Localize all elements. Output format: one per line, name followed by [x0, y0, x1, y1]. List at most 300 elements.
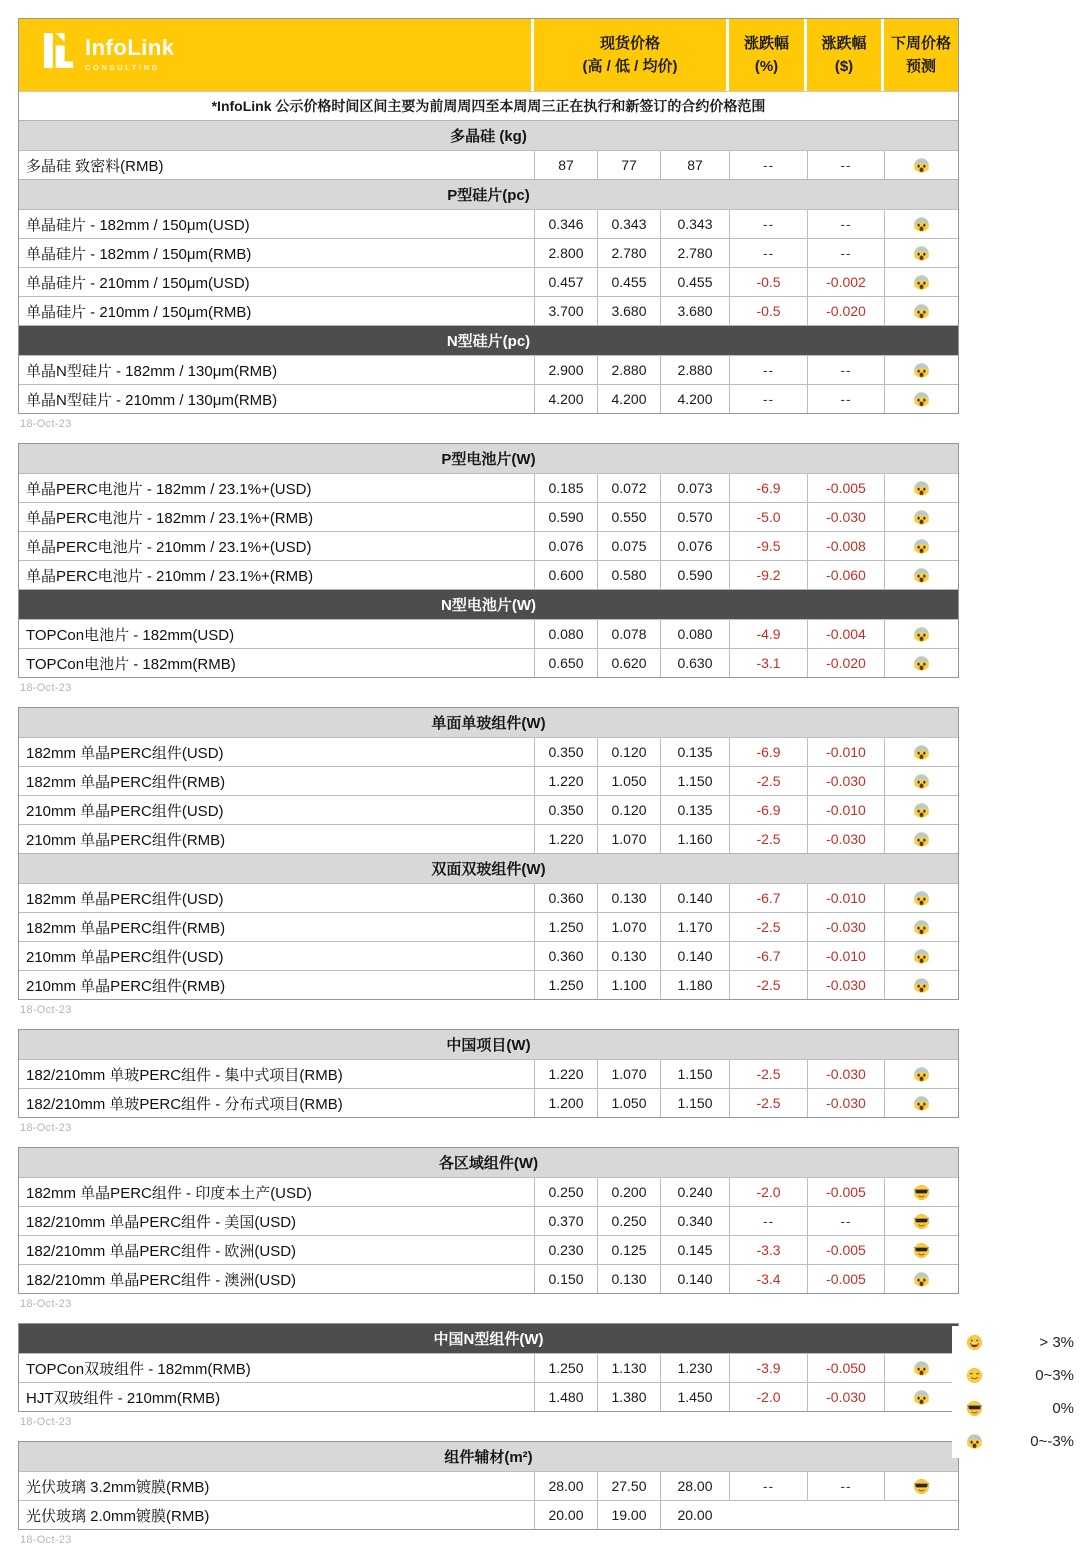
- change-usd: --: [807, 239, 884, 267]
- price-low: 27.50: [597, 1472, 660, 1500]
- change-usd-header: [807, 19, 884, 91]
- table-row: [19, 1500, 958, 1529]
- change-pct: -9.2: [729, 561, 807, 589]
- forecast-header: [884, 19, 958, 91]
- scream-emoji-icon: [913, 802, 930, 819]
- product-label: 182mm 单晶PERC组件(RMB): [26, 773, 226, 791]
- price-avg: 4.200: [660, 385, 729, 413]
- product-label: 光伏玻璃 3.2mm镀膜(RMB): [26, 1478, 210, 1496]
- price-avg: 0.076: [660, 532, 729, 560]
- price-low: 3.680: [597, 297, 660, 325]
- price-low: 2.780: [597, 239, 660, 267]
- change-pct: -3.9: [729, 1354, 807, 1382]
- price-low: 0.250: [597, 1207, 660, 1235]
- section-header: 组件辅材(m²): [19, 1442, 958, 1471]
- price-avg: 1.450: [660, 1383, 729, 1411]
- change-usd: -0.030: [807, 1089, 884, 1117]
- change-pct: -6.7: [729, 884, 807, 912]
- table-row: [19, 648, 958, 677]
- price-avg: 1.150: [660, 1060, 729, 1088]
- product-label: 182mm 单晶PERC组件(USD): [26, 744, 224, 762]
- change-usd: -0.020: [807, 297, 884, 325]
- price-high: 1.220: [534, 1060, 597, 1088]
- price-high: 0.457: [534, 268, 597, 296]
- change-pct: -3.4: [729, 1265, 807, 1293]
- product-label: 多晶硅 致密料(RMB): [26, 157, 164, 175]
- change-usd: --: [807, 210, 884, 238]
- change-usd: -0.030: [807, 767, 884, 795]
- forecast-cell: [884, 1354, 958, 1382]
- product-label: TOPCon双玻组件 - 182mm(RMB): [26, 1360, 251, 1378]
- change-usd: -0.005: [807, 474, 884, 502]
- scream-emoji-icon: [913, 626, 930, 643]
- price-high: 0.370: [534, 1207, 597, 1235]
- price-low: 0.072: [597, 474, 660, 502]
- scream-emoji-icon: [913, 655, 930, 672]
- forecast-cell: [884, 649, 958, 677]
- change-usd: -0.010: [807, 942, 884, 970]
- price-avg: 0.340: [660, 1207, 729, 1235]
- forecast-cell: [884, 825, 958, 853]
- forecast-cell: [884, 532, 958, 560]
- table-row: [19, 970, 958, 999]
- change-pct: --: [729, 385, 807, 413]
- change-usd: -0.030: [807, 971, 884, 999]
- price-high: 0.150: [534, 1265, 597, 1293]
- change-pct: --: [729, 1472, 807, 1500]
- price-avg: 1.150: [660, 1089, 729, 1117]
- change-pct: --: [729, 151, 807, 179]
- forecast-cell: [884, 297, 958, 325]
- product-label: 210mm 单晶PERC组件(USD): [26, 802, 224, 820]
- table-row: [19, 737, 958, 766]
- change-pct: -3.3: [729, 1236, 807, 1264]
- table-row: [19, 619, 958, 648]
- price-avg: 0.455: [660, 268, 729, 296]
- infolink-logo: [19, 19, 534, 91]
- spot-price-label: 现货价格: [599, 34, 660, 52]
- table-row: [19, 1059, 958, 1088]
- price-high: 0.185: [534, 474, 597, 502]
- legend-label: 0~-3%: [1030, 1433, 1074, 1450]
- price-avg: 0.140: [660, 1265, 729, 1293]
- forecast-cell: [884, 1089, 958, 1117]
- product-label: 182/210mm 单晶PERC组件 - 欧洲(USD): [26, 1242, 297, 1260]
- price-avg: 0.073: [660, 474, 729, 502]
- price-high: 0.230: [534, 1236, 597, 1264]
- change-pct: -2.5: [729, 971, 807, 999]
- table-row: [19, 1177, 958, 1206]
- price-high: 0.350: [534, 738, 597, 766]
- table-row: [19, 1382, 958, 1411]
- product-label: 单晶N型硅片 - 210mm / 130μm(RMB): [26, 391, 278, 409]
- table-row: [19, 502, 958, 531]
- forecast-cell: [884, 1501, 958, 1529]
- scream-emoji-icon: [913, 744, 930, 761]
- change-usd: -0.030: [807, 1383, 884, 1411]
- price-high: 20.00: [534, 1501, 597, 1529]
- change-usd: --: [807, 1207, 884, 1235]
- change-usd: -0.010: [807, 884, 884, 912]
- scream-emoji-icon: [913, 1389, 930, 1406]
- table-row: [19, 267, 958, 296]
- table-row: [19, 209, 958, 238]
- price-high: 87: [534, 151, 597, 179]
- product-label: 单晶PERC电池片 - 210mm / 23.1%+(RMB): [26, 567, 314, 585]
- price-avg: 0.240: [660, 1178, 729, 1206]
- price-block: [18, 1323, 959, 1412]
- forecast-cell: [884, 210, 958, 238]
- product-label: 210mm 单晶PERC组件(RMB): [26, 977, 226, 995]
- change-pct: -2.5: [729, 1060, 807, 1088]
- legend-label: > 3%: [1039, 1334, 1074, 1351]
- smile-emoji-icon: [966, 1367, 983, 1384]
- date-stamp: 18-Oct-23: [20, 1416, 72, 1428]
- price-block: [18, 18, 959, 414]
- price-high: 1.220: [534, 767, 597, 795]
- price-avg: 2.880: [660, 356, 729, 384]
- change-pct: [729, 1501, 807, 1529]
- change-usd: -0.030: [807, 503, 884, 531]
- forecast-cell: [884, 1060, 958, 1088]
- change-pct-label: 涨跌幅: [743, 34, 789, 52]
- table-row: [19, 766, 958, 795]
- change-pct: -2.0: [729, 1383, 807, 1411]
- forecast-cell: [884, 913, 958, 941]
- change-usd: -0.030: [807, 825, 884, 853]
- scream-emoji-icon: [913, 890, 930, 907]
- product-label: 182/210mm 单玻PERC组件 - 分布式项目(RMB): [26, 1095, 343, 1113]
- change-pct: -6.9: [729, 474, 807, 502]
- price-high: 1.250: [534, 1354, 597, 1382]
- change-pct: -5.0: [729, 503, 807, 531]
- change-usd: --: [807, 356, 884, 384]
- change-pct: -3.1: [729, 649, 807, 677]
- price-block: [18, 707, 959, 1000]
- report-header: [19, 19, 958, 91]
- legend-item: [952, 1392, 1074, 1425]
- price-high: 1.250: [534, 971, 597, 999]
- price-avg: 3.680: [660, 297, 729, 325]
- price-avg: 1.160: [660, 825, 729, 853]
- product-label: 单晶N型硅片 - 182mm / 130μm(RMB): [26, 362, 278, 380]
- price-high: 28.00: [534, 1472, 597, 1500]
- table-row: [19, 1471, 958, 1500]
- price-avg: 0.135: [660, 796, 729, 824]
- forecast-cell: [884, 796, 958, 824]
- scream-emoji-icon: [913, 1095, 930, 1112]
- forecast-cell: [884, 1265, 958, 1293]
- infolink-logo-icon: [43, 32, 75, 77]
- section-header: N型硅片(pc): [19, 325, 958, 355]
- forecast-sub: 预测: [905, 58, 936, 75]
- forecast-cell: [884, 239, 958, 267]
- price-avg: 0.343: [660, 210, 729, 238]
- forecast-cell: [884, 268, 958, 296]
- price-low: 0.455: [597, 268, 660, 296]
- price-high: 1.480: [534, 1383, 597, 1411]
- forecast-cell: [884, 474, 958, 502]
- forecast-cell: [884, 767, 958, 795]
- change-usd: [807, 1501, 884, 1529]
- table-row: [19, 941, 958, 970]
- section-header: 单面单玻组件(W): [19, 708, 958, 737]
- forecast-cell: [884, 503, 958, 531]
- price-block: [18, 1441, 959, 1530]
- forecast-cell: [884, 151, 958, 179]
- cool-emoji-icon: [966, 1400, 983, 1417]
- change-pct: -0.5: [729, 297, 807, 325]
- scream-emoji-icon: [913, 831, 930, 848]
- price-low: 0.343: [597, 210, 660, 238]
- change-pct-sub: (%): [754, 58, 779, 75]
- price-low: 0.200: [597, 1178, 660, 1206]
- cool-emoji-icon: [913, 1478, 930, 1495]
- price-low: 0.075: [597, 532, 660, 560]
- price-low: 1.050: [597, 1089, 660, 1117]
- price-report: [18, 18, 959, 1559]
- product-label: 单晶硅片 - 210mm / 150μm(RMB): [26, 303, 252, 321]
- price-low: 0.550: [597, 503, 660, 531]
- section-header: 各区域组件(W): [19, 1148, 958, 1177]
- scream-emoji-icon: [913, 977, 930, 994]
- price-avg: 1.150: [660, 767, 729, 795]
- change-usd: -0.030: [807, 1060, 884, 1088]
- change-pct: --: [729, 239, 807, 267]
- price-low: 0.620: [597, 649, 660, 677]
- date-stamp: 18-Oct-23: [20, 418, 72, 430]
- product-label: 单晶PERC电池片 - 182mm / 23.1%+(RMB): [26, 509, 314, 527]
- table-row: [19, 1235, 958, 1264]
- price-low: 1.380: [597, 1383, 660, 1411]
- forecast-cell: [884, 1236, 958, 1264]
- table-row: [19, 824, 958, 853]
- change-usd: -0.005: [807, 1265, 884, 1293]
- change-usd-sub: ($): [834, 58, 854, 75]
- price-high: 0.250: [534, 1178, 597, 1206]
- forecast-cell: [884, 738, 958, 766]
- price-high: 2.800: [534, 239, 597, 267]
- scream-emoji-icon: [913, 303, 930, 320]
- spot-price-sub: (高 / 低 / 均价): [582, 58, 678, 75]
- forecast-legend: [952, 1326, 1074, 1458]
- table-row: [19, 238, 958, 267]
- scream-emoji-icon: [913, 157, 930, 174]
- change-pct: -6.9: [729, 796, 807, 824]
- forecast-cell: [884, 1472, 958, 1500]
- legend-label: 0~3%: [1035, 1367, 1074, 1384]
- price-avg: 0.140: [660, 884, 729, 912]
- price-low: 1.050: [597, 767, 660, 795]
- cool-emoji-icon: [913, 1213, 930, 1230]
- scream-emoji-icon: [913, 509, 930, 526]
- legend-item: [952, 1425, 1074, 1458]
- forecast-cell: [884, 942, 958, 970]
- table-row: [19, 1206, 958, 1235]
- section-header: 中国项目(W): [19, 1030, 958, 1059]
- change-pct: -9.5: [729, 532, 807, 560]
- change-pct: -2.5: [729, 913, 807, 941]
- table-row: [19, 560, 958, 589]
- scream-emoji-icon: [913, 480, 930, 497]
- change-usd: --: [807, 151, 884, 179]
- price-high: 0.650: [534, 649, 597, 677]
- product-label: 182mm 单晶PERC组件(RMB): [26, 919, 226, 937]
- price-avg: 0.145: [660, 1236, 729, 1264]
- change-usd-label: 涨跌幅: [821, 34, 867, 52]
- product-label: 光伏玻璃 2.0mm镀膜(RMB): [26, 1507, 210, 1525]
- scream-emoji-icon: [913, 1066, 930, 1083]
- section-header: 中国N型组件(W): [19, 1324, 958, 1353]
- date-stamp: 18-Oct-23: [20, 1122, 72, 1134]
- change-usd: -0.060: [807, 561, 884, 589]
- legend-label: 0%: [1052, 1400, 1074, 1417]
- forecast-cell: [884, 620, 958, 648]
- product-label: TOPCon电池片 - 182mm(RMB): [26, 655, 236, 673]
- table-row: [19, 795, 958, 824]
- table-row: [19, 355, 958, 384]
- scream-emoji-icon: [913, 391, 930, 408]
- product-label: 210mm 单晶PERC组件(RMB): [26, 831, 226, 849]
- cool-emoji-icon: [913, 1242, 930, 1259]
- table-row: [19, 473, 958, 502]
- price-high: 0.600: [534, 561, 597, 589]
- price-low: 77: [597, 151, 660, 179]
- product-label: TOPCon电池片 - 182mm(USD): [26, 626, 235, 644]
- change-pct: -4.9: [729, 620, 807, 648]
- product-label: 182/210mm 单晶PERC组件 - 美国(USD): [26, 1213, 297, 1231]
- price-low: 0.580: [597, 561, 660, 589]
- change-pct: -2.5: [729, 825, 807, 853]
- product-label: 182mm 单晶PERC组件(USD): [26, 890, 224, 908]
- brand-subtitle: CONSULTING: [85, 63, 161, 73]
- date-stamp: 18-Oct-23: [20, 682, 72, 694]
- price-high: 1.200: [534, 1089, 597, 1117]
- product-label: 单晶PERC电池片 - 182mm / 23.1%+(USD): [26, 480, 312, 498]
- change-usd: -0.005: [807, 1236, 884, 1264]
- product-label: 单晶PERC电池片 - 210mm / 23.1%+(USD): [26, 538, 312, 556]
- date-stamp: 18-Oct-23: [20, 1298, 72, 1310]
- change-usd: --: [807, 1472, 884, 1500]
- date-stamp: 18-Oct-23: [20, 1004, 72, 1016]
- price-high: 0.076: [534, 532, 597, 560]
- change-pct: -2.5: [729, 767, 807, 795]
- scream-emoji-icon: [913, 538, 930, 555]
- brand-name: InfoLink: [85, 35, 175, 61]
- price-high: 4.200: [534, 385, 597, 413]
- change-pct: --: [729, 1207, 807, 1235]
- scream-emoji-icon: [913, 274, 930, 291]
- change-usd: -0.008: [807, 532, 884, 560]
- change-pct: -2.0: [729, 1178, 807, 1206]
- scream-emoji-icon: [913, 773, 930, 790]
- price-high: 0.350: [534, 796, 597, 824]
- table-row: [19, 1264, 958, 1293]
- price-avg: 0.080: [660, 620, 729, 648]
- change-usd: -0.050: [807, 1354, 884, 1382]
- section-header: P型电池片(W): [19, 444, 958, 473]
- price-avg: 1.170: [660, 913, 729, 941]
- price-low: 1.070: [597, 1060, 660, 1088]
- price-low: 19.00: [597, 1501, 660, 1529]
- product-label: 单晶硅片 - 182mm / 150μm(RMB): [26, 245, 252, 263]
- change-usd: -0.010: [807, 796, 884, 824]
- table-row: [19, 384, 958, 413]
- price-high: 1.250: [534, 913, 597, 941]
- change-pct: -2.5: [729, 1089, 807, 1117]
- price-low: 0.130: [597, 884, 660, 912]
- price-avg: 87: [660, 151, 729, 179]
- price-low: 1.130: [597, 1354, 660, 1382]
- scream-emoji-icon: [913, 1271, 930, 1288]
- price-low: 0.120: [597, 738, 660, 766]
- forecast-cell: [884, 1178, 958, 1206]
- section-header: N型电池片(W): [19, 589, 958, 619]
- scream-emoji-icon: [966, 1433, 983, 1450]
- change-usd: -0.030: [807, 913, 884, 941]
- price-avg: 0.630: [660, 649, 729, 677]
- forecast-cell: [884, 971, 958, 999]
- forecast-cell: [884, 561, 958, 589]
- scream-emoji-icon: [913, 567, 930, 584]
- change-pct: -6.7: [729, 942, 807, 970]
- date-stamp: 18-Oct-23: [20, 1534, 72, 1546]
- price-avg: 0.135: [660, 738, 729, 766]
- change-pct: --: [729, 210, 807, 238]
- product-label: 单晶硅片 - 210mm / 150μm(USD): [26, 274, 250, 292]
- scream-emoji-icon: [913, 1360, 930, 1377]
- change-usd: -0.002: [807, 268, 884, 296]
- forecast-label: 下周价格: [890, 34, 951, 52]
- price-low: 0.078: [597, 620, 660, 648]
- table-row: [19, 1088, 958, 1117]
- table-row: [19, 531, 958, 560]
- section-header: 双面双玻组件(W): [19, 853, 958, 883]
- cool-emoji-icon: [913, 1184, 930, 1201]
- price-avg: 2.780: [660, 239, 729, 267]
- table-row: [19, 912, 958, 941]
- section-header: 多晶硅 (kg): [19, 120, 958, 150]
- change-usd: -0.004: [807, 620, 884, 648]
- price-high: 0.590: [534, 503, 597, 531]
- price-high: 0.346: [534, 210, 597, 238]
- price-avg: 0.140: [660, 942, 729, 970]
- table-row: [19, 150, 958, 179]
- scream-emoji-icon: [913, 362, 930, 379]
- forecast-cell: [884, 356, 958, 384]
- price-avg: 1.180: [660, 971, 729, 999]
- change-usd: -0.020: [807, 649, 884, 677]
- price-low: 1.070: [597, 913, 660, 941]
- change-pct-header: [729, 19, 807, 91]
- price-avg: 0.570: [660, 503, 729, 531]
- product-label: 182mm 单晶PERC组件 - 印度本土产(USD): [26, 1184, 312, 1202]
- price-high: 1.220: [534, 825, 597, 853]
- forecast-cell: [884, 1207, 958, 1235]
- scream-emoji-icon: [913, 216, 930, 233]
- price-block: [18, 1147, 959, 1294]
- forecast-cell: [884, 1383, 958, 1411]
- product-label: 182/210mm 单玻PERC组件 - 集中式项目(RMB): [26, 1066, 343, 1084]
- forecast-cell: [884, 385, 958, 413]
- change-pct: -6.9: [729, 738, 807, 766]
- change-usd: -0.010: [807, 738, 884, 766]
- table-row: [19, 1353, 958, 1382]
- product-label: 182/210mm 单晶PERC组件 - 澳洲(USD): [26, 1271, 297, 1289]
- price-low: 0.130: [597, 1265, 660, 1293]
- price-high: 0.080: [534, 620, 597, 648]
- scream-emoji-icon: [913, 948, 930, 965]
